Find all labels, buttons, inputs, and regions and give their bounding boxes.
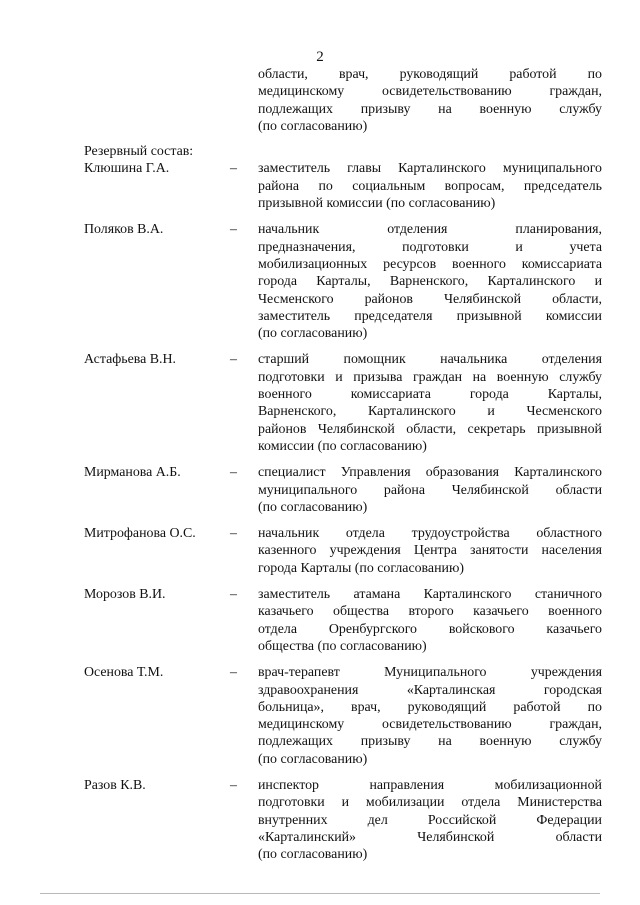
text-line: (по согласованию) xyxy=(258,326,368,342)
page-number: 2 xyxy=(316,49,324,65)
text-line: области, врач, руководящий работой по xyxy=(258,67,602,82)
text-line: старший помощник начальника отделения xyxy=(258,352,602,368)
text-line: Чесменского районов Челябинской области, xyxy=(258,291,602,307)
text-line: подготовки и призыва граждан на военную службу xyxy=(258,369,602,385)
text-line: комиссии (по согласованию) xyxy=(258,438,427,454)
member-name: Клюшина Г.А. xyxy=(84,161,170,177)
dash-separator: – xyxy=(230,352,237,368)
text-line: района по социальным вопросам, председатель xyxy=(258,178,602,194)
text-line: (по согласованию) xyxy=(258,118,368,134)
text-line: заместитель атамана Карталинского станичного xyxy=(258,587,602,603)
text-line: районов Челябинской области, секретарь призывной xyxy=(258,421,602,437)
member-name: Осенова Т.М. xyxy=(84,665,164,681)
member-name: Поляков В.А. xyxy=(84,222,164,238)
text-line: заместитель главы Карталинского муниципального xyxy=(258,161,602,177)
dash-separator: – xyxy=(230,526,237,542)
text-line: инспектор направления мобилизационной xyxy=(258,777,602,793)
text-line: военного комиссариата города Карталы, xyxy=(258,387,602,403)
page-bottom-edge xyxy=(40,893,600,894)
text-line: медицинскому освидетельствованию граждан, xyxy=(258,84,602,100)
text-line: заместитель председателя призывной комиссии xyxy=(258,308,602,324)
text-line: специалист Управления образования Карталинского xyxy=(258,465,602,481)
member-name: Морозов В.И. xyxy=(84,587,166,603)
reserve-heading: Резервный состав: xyxy=(84,144,194,160)
dash-separator: – xyxy=(230,161,237,177)
text-line: (по согласованию) xyxy=(258,847,368,863)
text-line: города Карталы, Варненского, Карталинского и xyxy=(258,274,602,290)
text-line: казачьего общества второго казачьего военного xyxy=(258,604,602,620)
member-entry xyxy=(84,525,602,577)
member-description xyxy=(258,160,602,212)
member-name: Митрофанова О.С. xyxy=(84,526,196,542)
dash-separator: – xyxy=(230,665,237,681)
text-line: начальник отдела трудоустройства областного xyxy=(258,526,602,542)
member-name: Мирманова А.Б. xyxy=(84,465,181,481)
member-description xyxy=(258,351,602,455)
text-line: предназначения, подготовки и учета xyxy=(258,239,602,255)
member-description xyxy=(258,525,602,577)
member-description xyxy=(258,221,602,342)
text-line: здравоохранения «Карталинская городская xyxy=(258,682,602,698)
member-entry xyxy=(84,586,602,655)
member-entry xyxy=(84,160,602,212)
dash-separator: – xyxy=(230,465,237,481)
text-line: отдела Оренбургского войскового казачьего xyxy=(258,621,602,637)
member-entry xyxy=(84,777,602,863)
text-line: начальник отделения планирования, xyxy=(258,222,602,238)
dash-separator: – xyxy=(230,777,237,793)
text-line: больница», врач, руководящий работой по xyxy=(258,699,602,715)
text-line: медицинскому освидетельствованию граждан, xyxy=(258,717,602,733)
text-line: (по согласованию) xyxy=(258,499,368,515)
text-line: муниципального района Челябинской области xyxy=(258,482,602,498)
text-line: города Карталы (по согласованию) xyxy=(258,560,464,576)
document-body xyxy=(84,66,602,863)
text-line: подлежащих призыву на военную службу xyxy=(258,101,602,117)
text-line: (по согласованию) xyxy=(258,751,368,767)
dash-separator: – xyxy=(230,587,237,603)
member-description xyxy=(258,464,602,516)
text-line: казенного учреждения Центра занятости населения xyxy=(258,543,602,559)
member-name: Разов К.В. xyxy=(84,777,146,793)
text-line: врач-терапевт Муниципального учреждения xyxy=(258,665,602,681)
text-line: «Карталинский» Челябинской области xyxy=(258,829,602,845)
dash-separator: – xyxy=(230,222,237,238)
text-line: Варненского, Карталинского и Чесменского xyxy=(258,404,602,420)
member-description xyxy=(258,777,602,863)
text-line: мобилизационных ресурсов военного комиссариата xyxy=(258,256,602,272)
text-line: подлежащих призыву на военную службу xyxy=(258,734,602,750)
member-entry xyxy=(84,351,602,455)
text-line: общества (по согласованию) xyxy=(258,638,427,654)
member-description xyxy=(258,664,602,768)
text-line: призывной комиссии (по согласованию) xyxy=(258,196,496,212)
continued-text xyxy=(258,66,602,135)
text-line: подготовки и мобилизации отдела Министерства xyxy=(258,795,602,811)
member-entry xyxy=(84,664,602,768)
text-line: внутренних дел Российской Федерации xyxy=(258,812,602,828)
member-name: Астафьева В.Н. xyxy=(84,352,177,368)
continued-description xyxy=(258,66,602,135)
member-entry xyxy=(84,464,602,516)
member-description xyxy=(258,586,602,655)
member-entry xyxy=(84,221,602,342)
